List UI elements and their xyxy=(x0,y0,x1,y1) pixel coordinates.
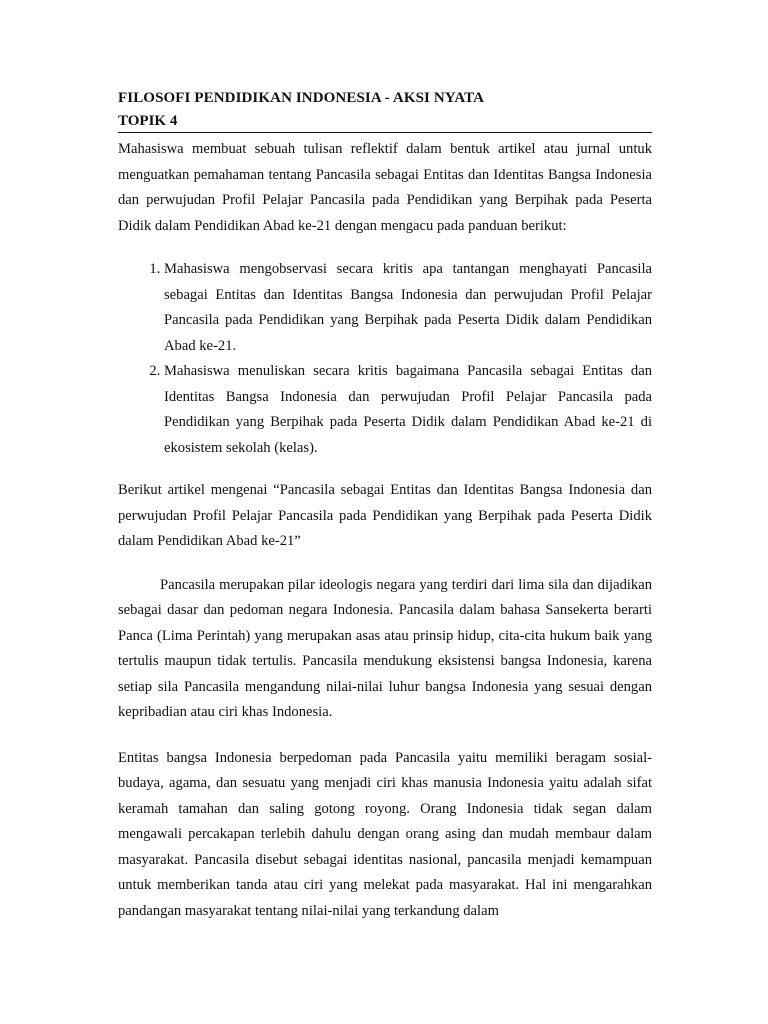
list-item: 1. Mahasiswa mengobservasi secara kritis apa tantangan menghayati Pancasila sebagai Entitas dan Identitas Bangsa Indonesia dan perwujudan Profil Pelajar Pancasila pada Pendidikan yang Berpihak pada Peserta Didik dalam Pendidikan Abad ke-21. xyxy=(164,257,652,359)
topic-heading: TOPIK 4 xyxy=(118,111,652,133)
body-paragraph: Entitas bangsa Indonesia berpedoman pada Pancasila yaitu memiliki beragam sosial-budaya, agama, dan sesuatu yang menjadi ciri khas manusia Indonesia yaitu adalah sifat keramah tamahan dan saling gotong royong. Orang Indonesia tidak segan dalam mengawali percakapan terlebih dahulu dengan orang asing dan mudah membaur dalam masyarakat. Pancasila disebut sebagai identitas nasional, pancasila menjadi kemampuan untuk memberikan tanda atau ciri yang melekat pada masyarakat. Hal ini mengarahkan pandangan masyarakat tentang nilai-nilai yang terkandung dalam xyxy=(118,749,652,919)
body-paragraph: Pancasila merupakan pilar ideologis negara yang terdiri dari lima sila dan dijadikan sebagai dasar dan pedoman negara Indonesia. Pancasila dalam bahasa Sansekerta berarti Panca (Lima Perintah) yang merupakan asas atau prinsip hidup, cita-cita hukum baik yang tertulis maupun tidak tertulis. Pancasila mendukung eksistensi bangsa Indonesia, karena setiap sila Pancasila mengandung nilai-nilai luhur bangsa Indonesia yang sesuai dengan kepribadian atau ciri khas Indonesia. xyxy=(118,576,652,720)
document-page xyxy=(118,88,652,924)
article-intro-paragraph: Berikut artikel mengenai “Pancasila sebagai Entitas dan Identitas Bangsa Indonesia dan perwujudan Profil Pelajar Pancasila pada Pendidikan yang Berpihak pada Peserta Didik dalam Pendidikan Abad ke-21” xyxy=(118,482,652,549)
document-title: FILOSOFI PENDIDIKAN INDONESIA - AKSI NYATA xyxy=(118,90,485,106)
intro-paragraph: Mahasiswa membuat sebuah tulisan reflektif dalam bentuk artikel atau jurnal untuk menguatkan pemahaman tentang Pancasila sebagai Entitas dan Identitas Bangsa Indonesia dan perwujudan Profil Pelajar Pancasila pada Pendidikan yang Berpihak pada Peserta Didik dalam Pendidikan Abad ke-21 dengan mengacu pada panduan berikut: xyxy=(118,141,652,234)
guideline-list xyxy=(118,257,652,461)
list-item: 2. Mahasiswa menuliskan secara kritis bagaimana Pancasila sebagai Entitas dan Identitas Bangsa Indonesia dan perwujudan Profil Pelajar Pancasila pada Pendidikan yang Berpihak pada Peserta Didik dalam Pendidikan Abad ke-21 di ekosistem sekolah (kelas). xyxy=(164,359,652,461)
